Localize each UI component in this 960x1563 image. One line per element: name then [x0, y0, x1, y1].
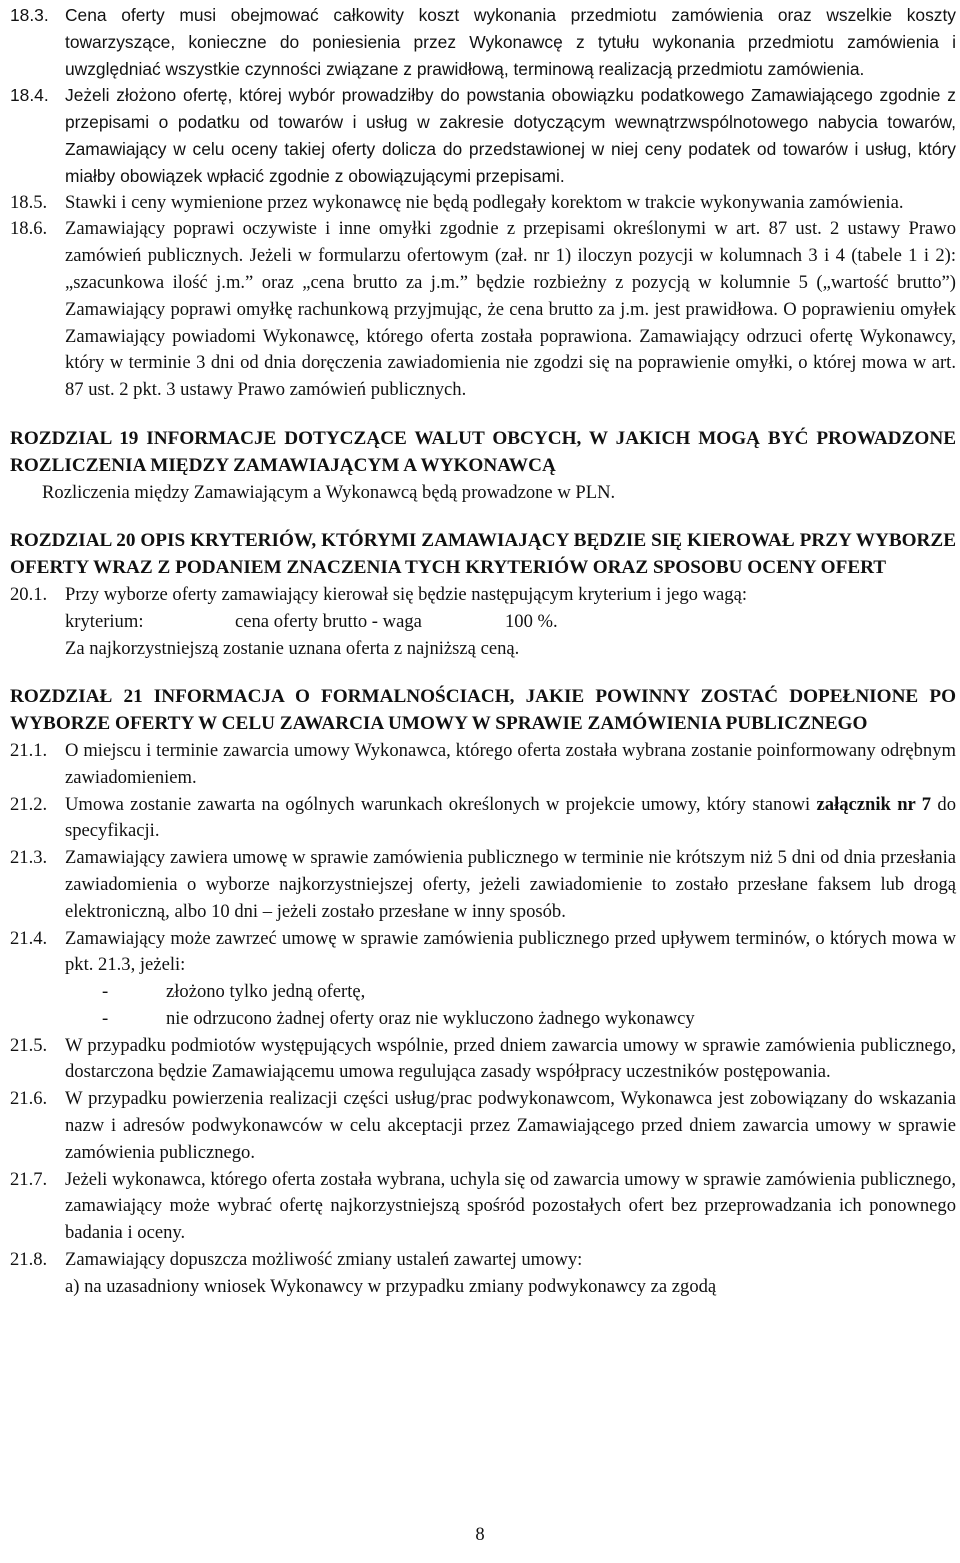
clause-21-7 — [10, 1167, 956, 1247]
dash-text: nie odrzucono żadnej oferty oraz nie wykluczono żadnego wykonawcy — [166, 1007, 695, 1029]
clause-21-5 — [10, 1033, 956, 1087]
clause-number: 21.3. — [10, 847, 48, 869]
clause-number: 21.7. — [10, 1168, 48, 1190]
clause-20-1 — [10, 582, 956, 609]
clause-21-3 — [10, 845, 956, 925]
clause-number: 21.6. — [10, 1088, 48, 1110]
section-19-body: Rozliczenia między Zamawiającym a Wykonawcą będą prowadzone w PLN. — [42, 481, 616, 503]
clause-number: 20.1. — [10, 583, 48, 605]
section-21-heading: ROZDZIAŁ 21 INFORMACJA O FORMALNOŚCIACH, JAKIE POWINNY ZOSTAĆ DOPEŁNIONE PO WYBORZE OFERTY W CELU ZAWARCIA UMOWY W SPRAWIE ZAMÓWIENIA PUBLICZNEGO — [10, 686, 956, 735]
section-19-heading: ROZDZIAL 19 INFORMACJE DOTYCZĄCE WALUT OBCYCH, W JAKICH MOGĄ BYĆ PROWADZONE ROZLICZENIA MIĘDZY ZAMAWIAJĄCYM A WYKONAWCĄ — [10, 427, 956, 476]
section-20-heading: ROZDZIAL 20 OPIS KRYTERIÓW, KTÓRYMI ZAMAWIAJĄCY BĘDZIE SIĘ KIEROWAŁ PRZY WYBORZE OFERTY WRAZ Z PODANIEM ZNACZENIA TYCH KRYTERIÓW ORAZ SPOSOBU OCENY OFERT — [10, 530, 956, 579]
clause-text: Jeżeli wykonawca, którego oferta została wybrana, uchyla się od zawarcia umowy w sprawie zamówienia publicznego, zamawiający może wybrać ofertę najkorzystniejszą spośród pozostałych ofert bez przeprowadzania ich ponownego badania i oceny. — [65, 1168, 956, 1244]
clause-text: Cena oferty musi obejmować całkowity koszt wykonania przedmiotu zamówienia oraz wszelkie koszty towarzyszące, konieczne do poniesienia przez Wykonawcę z tytułu wykonania przedmiotu zamówienia i uwzględniać wszystkie czynności związane z prawidłową, terminową realizacją przedmiotu zamówienia. — [65, 5, 956, 79]
clause-text: Jeżeli złożono ofertę, której wybór prowadziłby do powstania obowiązku podatkowego Zamawiającego zgodnie z przepisami o podatku od towarów i usług w zakresie dotyczącym wewnątrzwspólnotowego nabycia towarów, Zamawiający w celu oceny takiej oferty dolicza do przedstawionej w niej ceny podatek od towarów i usług, który miałby obowiązek wpłacić zgodnie z obowiązującymi przepisami. — [65, 85, 956, 186]
criterion-weight: 100 %. — [505, 610, 558, 632]
dash-text: złożono tylko jedną ofertę, — [166, 981, 366, 1003]
clause-number: 21.2. — [10, 793, 48, 815]
criterion-note: Za najkorzystniejszą zostanie uznana oferta z najniższą ceną. — [65, 637, 520, 659]
dash-list-item — [10, 979, 956, 1006]
clause-text: Zamawiający może zawrzeć umowę w sprawie zamówienia publicznego przed upływem terminów, o których mowa w pkt. 21.3, jeżeli: — [65, 927, 956, 976]
criterion-row — [10, 609, 956, 636]
clause-text: W przypadku powierzenia realizacji części usług/prac podwykonawcom, Wykonawca jest zobowiązany do wskazania nazw i adresów podwykonawców w celu akceptacji przez Zamawiającego przed dniem zawarcia umowy w sprawie zamówienia publicznego. — [65, 1088, 956, 1163]
dash-list-item — [10, 1006, 956, 1033]
clause-number: 21.1. — [10, 739, 48, 761]
clause-text — [65, 792, 956, 846]
clause-18-5 — [10, 190, 956, 217]
clause-18-6 — [10, 216, 956, 404]
clause-text: W przypadku podmiotów występujących wspólnie, przed dniem zawarcia umowy w sprawie zamówienia publicznego, dostarczona będzie Zamawiającemu umowa regulująca zasady współpracy uczestników postępowania. — [65, 1034, 956, 1083]
criterion-label: kryterium: — [65, 610, 144, 632]
clause-21-8 — [10, 1247, 956, 1274]
clause-text: Zamawiający dopuszcza możliwość zmiany ustaleń zawartej umowy: — [65, 1249, 583, 1271]
clause-text-pre: Umowa zostanie zawarta na ogólnych warunkach określonych w projekcie umowy, który stanowi — [65, 793, 817, 815]
clause-18-4 — [10, 82, 956, 189]
criterion-name: cena oferty brutto - waga — [235, 610, 422, 632]
dash-marker: - — [102, 981, 109, 1003]
clause-text: Przy wyborze oferty zamawiający kierował się będzie następującym kryterium i jego wagą: — [65, 583, 748, 605]
dash-marker: - — [102, 1007, 109, 1029]
clause-21-2 — [10, 792, 956, 846]
clause-number: 18.4. — [10, 85, 49, 106]
clause-number: 18.5. — [10, 191, 48, 213]
clause-18-3 — [10, 2, 956, 82]
clause-21-8-subpoint: a) na uzasadniony wniosek Wykonawcy w przypadku zmiany podwykonawcy za zgodą — [65, 1275, 717, 1297]
clause-number: 18.6. — [10, 218, 48, 240]
clause-21-1 — [10, 738, 956, 792]
clause-text: Zamawiający poprawi oczywiste i inne omyłki zgodnie z przepisami określonymi w art. 87 ust. 2 ustawy Prawo zamówień publicznych. Jeżeli w formularzu ofertowym (zał. nr 1) iloczyn pozycji w kolumnach 3 i 4 (tabele 1 i 2): „szacunkowa ilość j.m.” oraz „cena brutto za j.m.” będzie rozbieżny z pozycją w kolumnie 5 („wartość brutto”) Zamawiający poprawi omyłkę rachunkową przyjmując, że cena brutto za j.m. jest prawidłowa. O poprawieniu omyłek Zamawiający powiadomi Wykonawcę, którego oferta została poprawiona. Zamawiający odrzuci ofertę Wykonawcy, który w terminie 3 dni od dnia doręczenia zawiadomienia nie zgodzi się na poprawienie omyłki, o której mowa w art. 87 ust. 2 pkt. 3 ustawy Prawo zamówień publicznych. — [65, 218, 956, 401]
clause-text: Zamawiający zawiera umowę w sprawie zamówienia publicznego w terminie nie krótszym niż 5 dni od dnia przesłania zawiadomienia o wyborze najkorzystniejszej oferty, jeżeli zawiadomienie to zostało przesłane faksem lub drogą elektroniczną, albo 10 dni – jeżeli zostało przesłane w inny sposób. — [65, 847, 956, 922]
page-number: 8 — [475, 1524, 485, 1545]
clause-number: 21.8. — [10, 1249, 48, 1271]
clause-text-post: do specyfikacji. — [65, 793, 956, 842]
clause-21-6 — [10, 1086, 956, 1166]
clause-text: Stawki i ceny wymienione przez wykonawcę nie będą podlegały korektom w trakcie wykonywania zamówienia. — [65, 191, 904, 213]
document-page — [10, 2, 956, 1301]
clause-number: 18.3. — [10, 5, 49, 25]
clause-text: O miejscu i terminie zawarcia umowy Wykonawca, którego oferta została wybrana zostanie poinformowany odrębnym zawiadomieniem. — [65, 739, 956, 788]
clause-number: 21.5. — [10, 1034, 48, 1056]
attachment-reference: załącznik nr 7 — [816, 793, 932, 815]
clause-number: 21.4. — [10, 927, 48, 949]
clause-21-4 — [10, 926, 956, 980]
